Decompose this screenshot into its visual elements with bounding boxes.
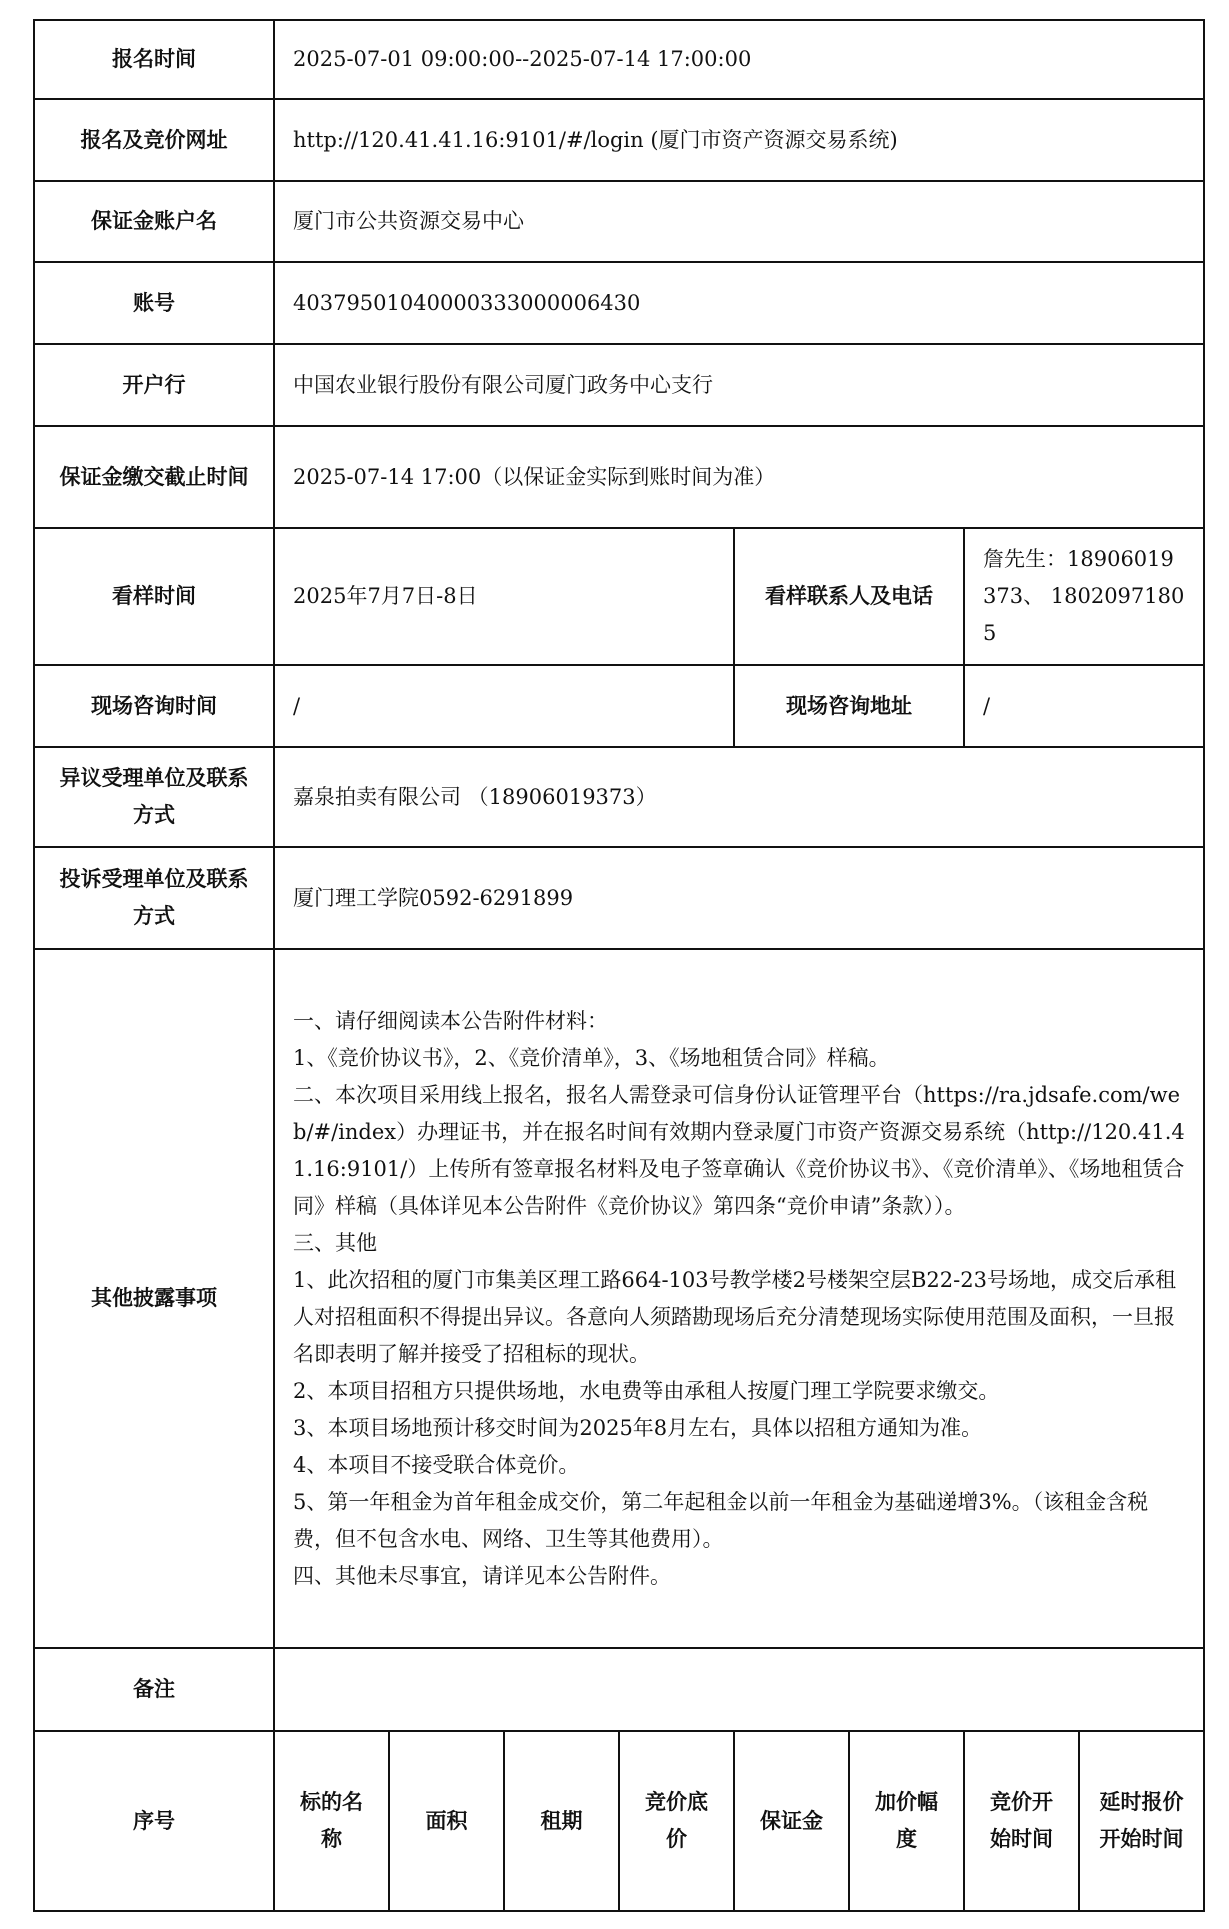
label-bank: 开户行 [34, 344, 274, 426]
value-onsite-consult-time: / [274, 665, 734, 747]
value-deposit-deadline: 2025-07-14 17:00（以保证金实际到账时间为准） [274, 426, 1204, 528]
label-deposit-account-name: 保证金账户名 [34, 181, 274, 262]
value-registration-url: http://120.41.41.16:9101/#/login (厦门市资产资源交易系统) [274, 99, 1204, 181]
label-viewing-contact: 看样联系人及电话 [734, 528, 964, 665]
header-deposit: 保证金 [734, 1731, 849, 1911]
label-registration-url: 报名及竞价网址 [34, 99, 274, 181]
row-complaint [34, 847, 1204, 949]
header-bid-start-time: 竞价开始时间 [964, 1731, 1079, 1911]
row-onsite-consult [34, 665, 1204, 747]
value-viewing-time: 2025年7月7日-8日 [274, 528, 734, 665]
label-deposit-deadline: 保证金缴交截止时间 [34, 426, 274, 528]
value-registration-time: 2025-07-01 09:00:00--2025-07-14 17:00:00 [274, 20, 1204, 99]
row-registration-url [34, 99, 1204, 181]
header-serial: 序号 [34, 1731, 274, 1911]
lot-table-header-row [34, 1731, 1204, 1911]
value-viewing-contact: 詹先生：18906019373、 18020971805 [964, 528, 1204, 665]
label-viewing-time: 看样时间 [34, 528, 274, 665]
value-onsite-consult-address: / [964, 665, 1204, 747]
announcement-table [33, 19, 1205, 1912]
value-other-disclosures: 一、请仔细阅读本公告附件材料： 1、《竞价协议书》，2、《竞价清单》，3、《场地租赁合同》样稿。 二、本次项目采用线上报名，报名人需登录可信身份认证管理平台（https://ra.jdsafe.com/web/#/index）办理证书，并在报名时间有效期内登录厦门市资产资源交易系统（http://120.41.41.16:9101/）上传所有签章报名材料及电子签章确认《竞价协议书》、《竞价清单》、《场地租赁合同》样稿（具体详见本公告附件《竞价协议》第四条“竞价申请”条款））。 三、其他 1、此次招租的厦门市集美区理工路664-103号教学楼2号楼架空层B22-23号场地，成交后承租人对招租面积不得提出异议。各意向人须踏勘现场后充分清楚现场实际使用范围及面积，一旦报名即表明了解并接受了招租标的现状。 2、本项目招租方只提供场地，水电费等由承租人按厦门理工学院要求缴交。 3、本项目场地预计移交时间为2025年8月左右，具体以招租方通知为准。 4、本项目不接受联合体竞价。 5、第一年租金为首年租金成交价，第二年起租金以前一年租金为基础递增3%。（该租金含税费，但不包含水电、网络、卫生等其他费用）。 四、其他未尽事宜，请详见本公告附件。 [274, 949, 1204, 1648]
value-bank: 中国农业银行股份有限公司厦门政务中心支行 [274, 344, 1204, 426]
row-bank [34, 344, 1204, 426]
label-remarks: 备注 [34, 1648, 274, 1731]
header-bid-increment: 加价幅度 [849, 1731, 964, 1911]
header-reserve-price: 竞价底价 [619, 1731, 734, 1911]
label-complaint: 投诉受理单位及联系方式 [34, 847, 274, 949]
row-objection [34, 747, 1204, 847]
label-onsite-consult-time: 现场咨询时间 [34, 665, 274, 747]
row-deposit-account-name [34, 181, 1204, 262]
row-remarks [34, 1648, 1204, 1731]
header-lot-name: 标的名称 [274, 1731, 389, 1911]
value-remarks [274, 1648, 1204, 1731]
label-other-disclosures: 其他披露事项 [34, 949, 274, 1648]
label-registration-time: 报名时间 [34, 20, 274, 99]
row-viewing-time [34, 528, 1204, 665]
row-account-number [34, 262, 1204, 344]
label-onsite-consult-address: 现场咨询地址 [734, 665, 964, 747]
header-extension-start-time: 延时报价开始时间 [1079, 1731, 1204, 1911]
header-area: 面积 [389, 1731, 504, 1911]
label-objection: 异议受理单位及联系方式 [34, 747, 274, 847]
value-complaint: 厦门理工学院0592-6291899 [274, 847, 1204, 949]
value-objection: 嘉泉拍卖有限公司 （18906019373） [274, 747, 1204, 847]
row-other-disclosures [34, 949, 1204, 1648]
row-registration-time [34, 20, 1204, 99]
value-deposit-account-name: 厦门市公共资源交易中心 [274, 181, 1204, 262]
label-account-number: 账号 [34, 262, 274, 344]
header-lease-term: 租期 [504, 1731, 619, 1911]
value-account-number: 40379501040000333000006430 [274, 262, 1204, 344]
row-deposit-deadline [34, 426, 1204, 528]
